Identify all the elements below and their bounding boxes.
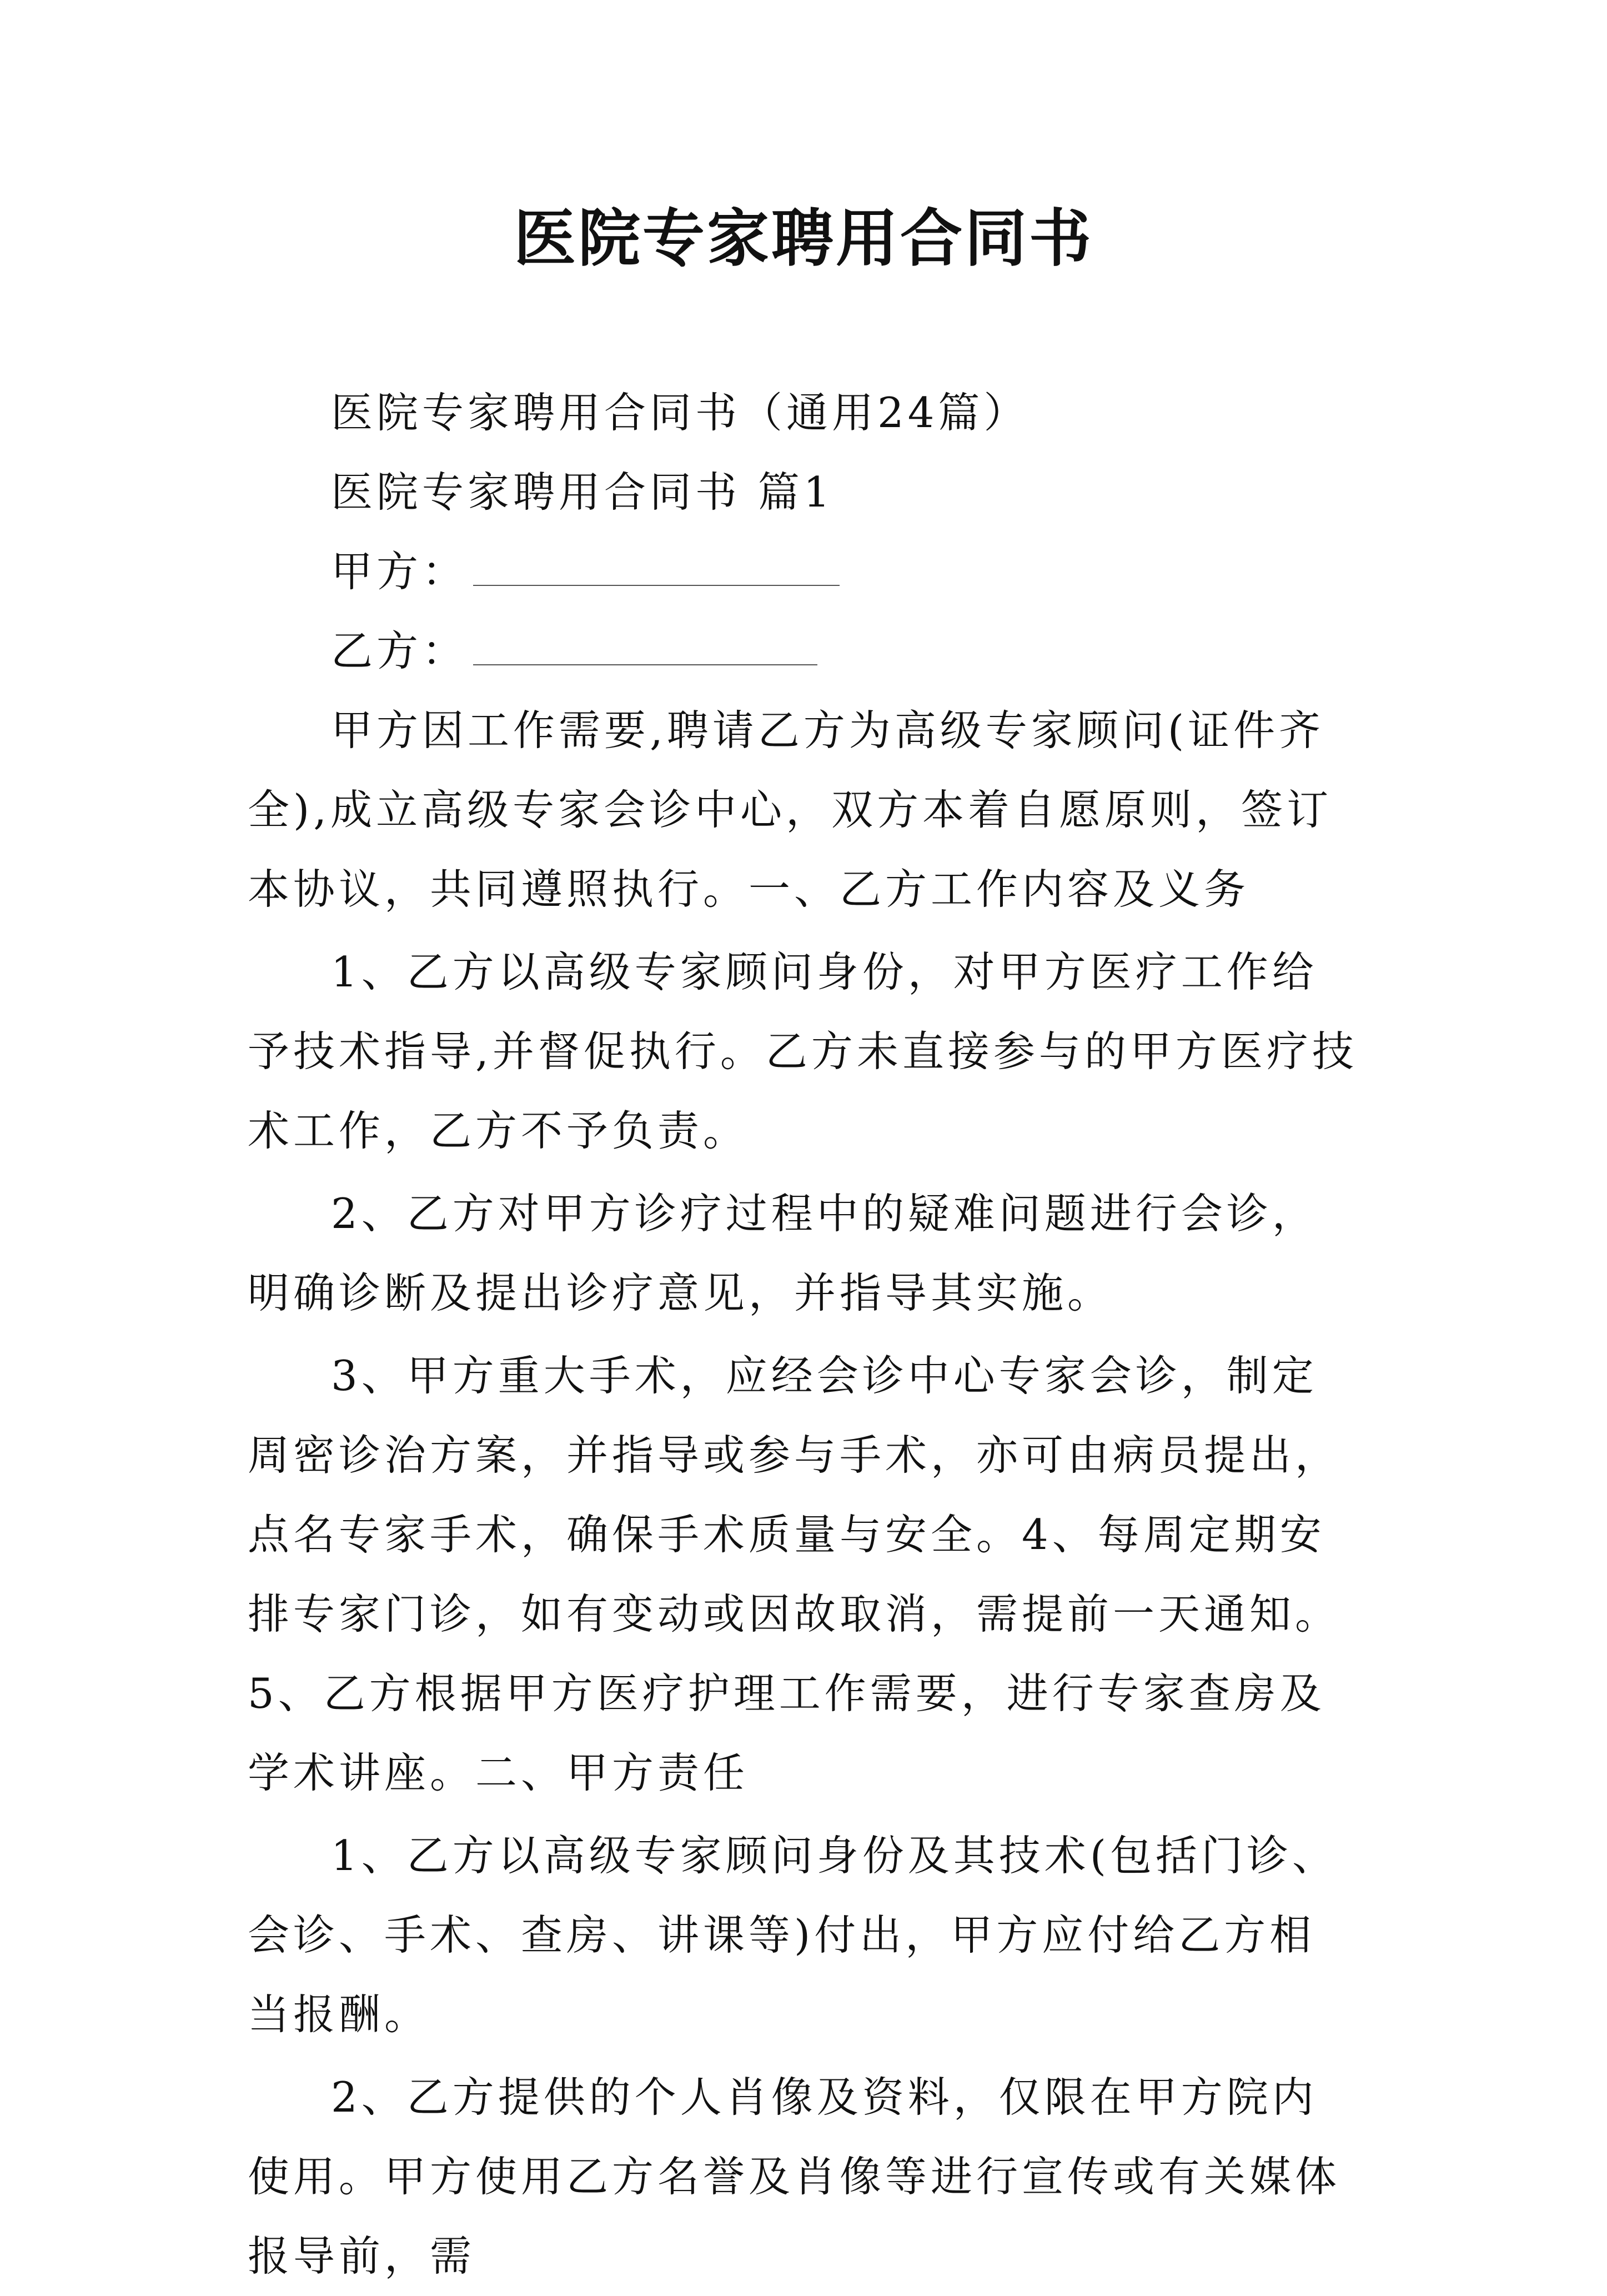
party-b-line	[248, 611, 1358, 691]
document-title: 医院专家聘用合同书	[514, 202, 1093, 275]
party-b-blank	[473, 662, 817, 665]
paragraph: 1、乙方以高级专家顾问身份及其技术(包括门诊、会诊、手术、查房、讲课等)付出，甲方应付给乙方相当报酬。	[248, 1831, 1338, 2039]
subtitle: 医院专家聘用合同书（通用24篇）	[331, 388, 1030, 437]
paragraph: 2、乙方对甲方诊疗过程中的疑难问题进行会诊，明确诊断及提出诊疗意见，并指导其实施。	[248, 1189, 1318, 1317]
paragraph: 3、甲方重大手术，应经会诊中心专家会诊，制定周密诊治方案，并指导或参与手术，亦可由病员提出，点名专家手术，确保手术质量与安全。4、每周定期安排专家门诊，如有变动或因故取消，需提前一天通知。5、乙方根据甲方医疗护理工作需要，进行专家查房及学术讲座。二、甲方责任	[248, 1351, 1341, 1797]
section-title: 医院专家聘用合同书 篇1	[331, 468, 834, 517]
document-body	[248, 373, 1358, 2296]
paragraph: 甲方因工作需要,聘请乙方为高级专家顾问(证件齐全),成立高级专家会诊中心，双方本着自愿原则，签订本协议，共同遵照执行。一、乙方工作内容及义务	[248, 706, 1333, 914]
party-a-line	[248, 532, 1358, 611]
party-a-label: 甲方：	[331, 547, 468, 596]
party-a-blank	[473, 583, 840, 586]
paragraph: 1、乙方以高级专家顾问身份，对甲方医疗工作给予技术指导,并督促执行。乙方未直接参与的甲方医疗技术工作，乙方不予负责。	[248, 948, 1358, 1155]
paragraph: 2、乙方提供的个人肖像及资料，仅限在甲方院内使用。甲方使用乙方名誉及肖像等进行宣传或有关媒体报导前，需	[248, 2073, 1341, 2280]
party-b-label: 乙方：	[331, 626, 468, 675]
